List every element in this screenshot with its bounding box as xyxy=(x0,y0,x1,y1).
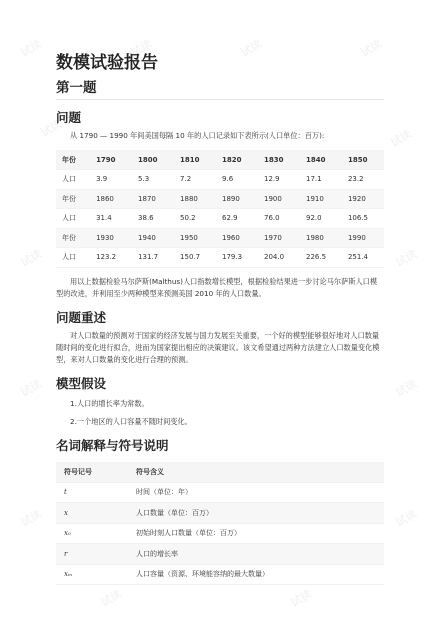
value-cell: 1920 xyxy=(342,189,384,209)
meaning-cell: 人口的增长率 xyxy=(128,544,384,565)
value-cell: 17.1 xyxy=(300,170,342,190)
watermark: 试读 xyxy=(18,377,45,400)
value-cell: 1820 xyxy=(216,150,258,170)
document-page xyxy=(56,44,384,585)
meaning-cell: 时间（单位：年） xyxy=(128,482,384,503)
watermark: 试读 xyxy=(38,117,65,140)
value-cell: 123.2 xyxy=(90,248,132,268)
value-cell: 3.9 xyxy=(90,170,132,190)
value-cell: 131.7 xyxy=(132,248,174,268)
value-cell: 251.4 xyxy=(342,248,384,268)
watermark: 试读 xyxy=(393,377,420,400)
symbol-header: 符号记号 xyxy=(56,462,128,483)
restate-heading: 问题重述 xyxy=(56,309,107,325)
value-cell: 1880 xyxy=(174,189,216,209)
value-cell: 1940 xyxy=(132,228,174,248)
population-row xyxy=(56,248,384,268)
document-title: 数模试验报告 xyxy=(56,53,158,73)
value-cell: 9.6 xyxy=(216,170,258,190)
row-label-cell: 年份 xyxy=(56,150,90,170)
value-cell: 92.0 xyxy=(300,209,342,229)
watermark: 试读 xyxy=(388,127,415,150)
watermark: 试读 xyxy=(18,37,45,60)
value-cell: 23.2 xyxy=(342,170,384,190)
section-heading: 第一题 xyxy=(56,76,384,100)
value-cell: 1970 xyxy=(258,228,300,248)
assumption-item: 2.一个地区的人口容量不随时间变化。 xyxy=(70,416,192,426)
value-cell: 1870 xyxy=(132,189,174,209)
value-cell: 31.4 xyxy=(90,209,132,229)
value-cell: 226.5 xyxy=(300,248,342,268)
problem-text-2: 用以上数据检验马尔萨斯(Malthus)人口指数增长模型，根据检验结果进一步讨论马尔萨斯人口模型的改进，并利用至少两种模型来预测美国 2010 年的人口数量。 xyxy=(56,276,378,298)
population-row xyxy=(56,150,384,170)
value-cell: 1960 xyxy=(216,228,258,248)
symbol-cell: x xyxy=(56,503,128,524)
watermark: 试读 xyxy=(128,37,155,60)
symbol-row xyxy=(56,544,384,565)
value-cell: 1850 xyxy=(342,150,384,170)
value-cell: 1800 xyxy=(132,150,174,170)
watermark: 试读 xyxy=(288,587,315,610)
value-cell: 1860 xyxy=(90,189,132,209)
watermark: 试读 xyxy=(18,507,45,530)
symbol-row xyxy=(56,482,384,503)
value-cell: 5.3 xyxy=(132,170,174,190)
value-cell: 1910 xyxy=(300,189,342,209)
value-cell: 1810 xyxy=(174,150,216,170)
value-cell: 1930 xyxy=(90,228,132,248)
row-label-cell: 年份 xyxy=(56,228,90,248)
watermark: 试读 xyxy=(18,247,45,270)
symbols-table xyxy=(56,462,384,586)
assumption-item: 1.人口的增长率为常数。 xyxy=(70,398,149,408)
population-row xyxy=(56,170,384,190)
watermark: 试读 xyxy=(238,37,265,60)
meaning-cell: 人口容量（资源、环境能容纳的最大数量） xyxy=(128,564,384,585)
value-cell: 150.7 xyxy=(174,248,216,268)
symbol-row xyxy=(56,523,384,544)
row-label-cell: 人口 xyxy=(56,170,90,190)
watermark: 试读 xyxy=(393,507,420,530)
population-row xyxy=(56,228,384,248)
value-cell: 204.0 xyxy=(258,248,300,268)
symbol-row xyxy=(56,503,384,524)
symbols-header-row xyxy=(56,462,384,483)
population-row xyxy=(56,209,384,229)
row-label-cell: 人口 xyxy=(56,209,90,229)
watermark: 试读 xyxy=(358,37,385,60)
value-cell: 1950 xyxy=(174,228,216,248)
population-row xyxy=(56,189,384,209)
value-cell: 106.5 xyxy=(342,209,384,229)
problem-text: 从 1790 — 1990 年间美国每隔 10 年的人口记录如下表所示(人口单位：百万): xyxy=(70,131,325,140)
symbol-cell: r xyxy=(56,544,128,565)
value-cell: 7.2 xyxy=(174,170,216,190)
row-label-cell: 人口 xyxy=(56,248,90,268)
value-cell: 12.9 xyxy=(258,170,300,190)
value-cell: 1840 xyxy=(300,150,342,170)
problem-heading: 问题 xyxy=(56,110,82,125)
assumptions-heading: 模型假设 xyxy=(56,375,107,391)
symbol-cell: xₘ xyxy=(56,564,128,585)
value-cell: 1900 xyxy=(258,189,300,209)
value-cell: 50.2 xyxy=(174,209,216,229)
row-label-cell: 年份 xyxy=(56,189,90,209)
population-table xyxy=(56,150,384,268)
value-cell: 38.6 xyxy=(132,209,174,229)
value-cell: 179.3 xyxy=(216,248,258,268)
value-cell: 1980 xyxy=(300,228,342,248)
value-cell: 1890 xyxy=(216,189,258,209)
symbol-row xyxy=(56,564,384,585)
value-cell: 1830 xyxy=(258,150,300,170)
watermark: 试读 xyxy=(98,587,125,610)
symbol-cell: t xyxy=(56,482,128,503)
meaning-cell: 人口数量（单位：百万） xyxy=(128,503,384,524)
value-cell: 76.0 xyxy=(258,209,300,229)
restate-text: 对人口数量的预测对于国家的经济发展与国力发展至关重要，一个好的模型能够很好地对人口数量随时间的变化进行拟合，进而为国家提出相应的决策建议。该文希望通过两种方法建立人口数量变化模型，来对人口数量的变化进行合理的预测。 xyxy=(56,330,380,364)
value-cell: 1790 xyxy=(90,150,132,170)
meaning-header: 符号含义 xyxy=(128,462,384,483)
value-cell: 1990 xyxy=(342,228,384,248)
symbols-heading: 名词解释与符号说明 xyxy=(56,437,169,453)
meaning-cell: 初始时刻人口数量（单位：百万） xyxy=(128,523,384,544)
symbol-cell: x₀ xyxy=(56,523,128,544)
value-cell: 62.9 xyxy=(216,209,258,229)
watermark: 试读 xyxy=(393,247,420,270)
